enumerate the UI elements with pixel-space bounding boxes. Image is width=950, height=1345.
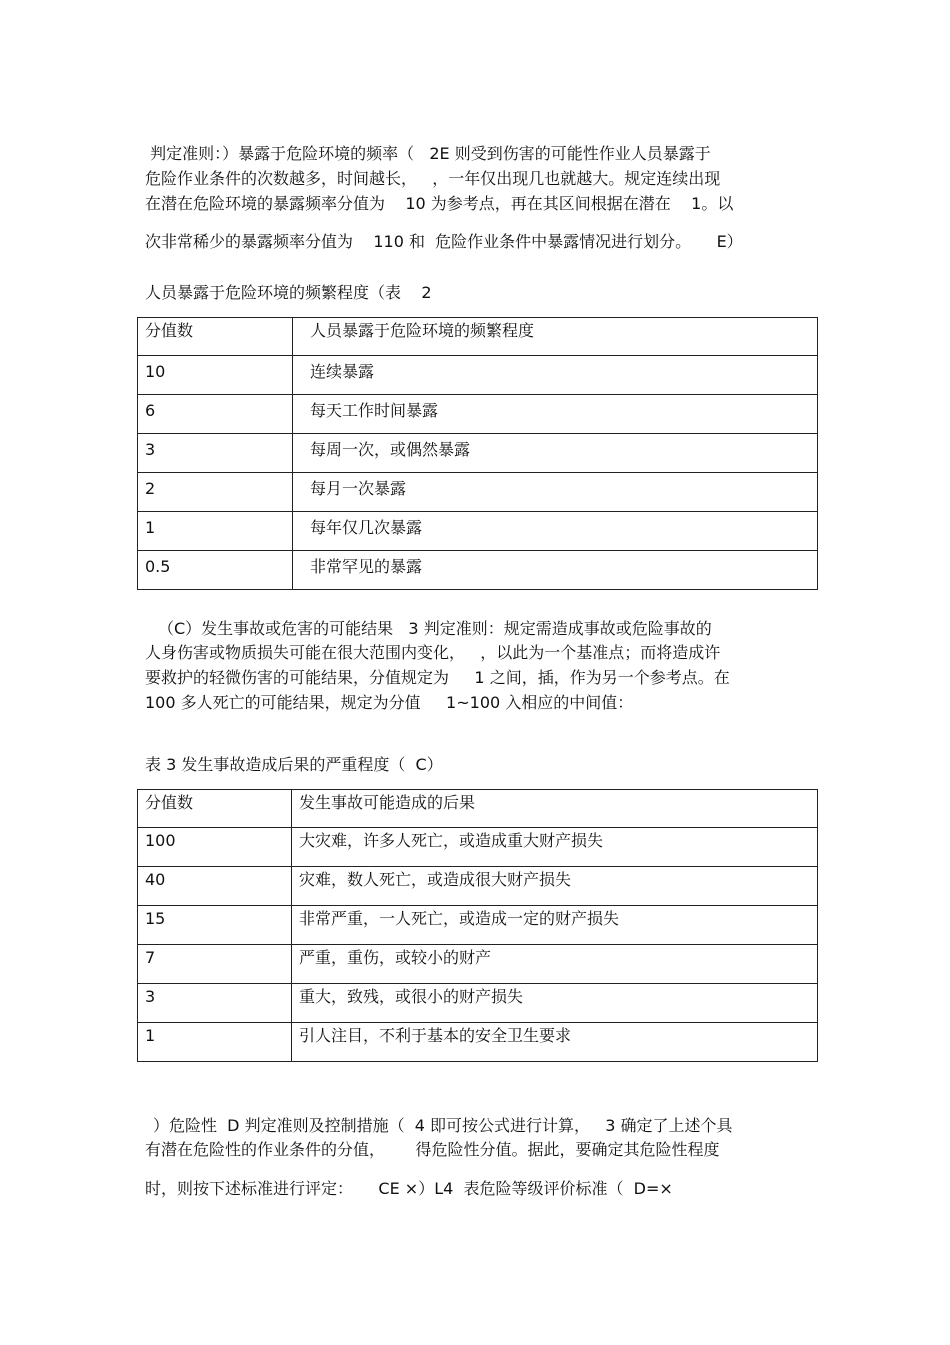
paragraph1-line: 在潜在危险环境的暴露频率分值为 10 为参考点，再在其区间根据在潜在 1。以 bbox=[145, 194, 734, 213]
description-cell: 连续暴露 bbox=[293, 356, 818, 395]
table-row bbox=[138, 828, 818, 867]
table-row bbox=[138, 356, 818, 395]
header-cell-score: 分值数 bbox=[138, 318, 293, 356]
description-cell: 大灾难，许多人死亡，或造成重大财产损失 bbox=[292, 828, 818, 867]
score-cell: 2 bbox=[138, 473, 293, 512]
score-cell: 7 bbox=[138, 945, 292, 984]
description-cell: 每月一次暴露 bbox=[293, 473, 818, 512]
score-cell: 10 bbox=[138, 356, 293, 395]
table-row bbox=[138, 984, 818, 1023]
description-cell: 重大，致残，或很小的财产损失 bbox=[292, 984, 818, 1023]
table2 bbox=[137, 317, 818, 590]
table-row bbox=[138, 395, 818, 434]
score-cell: 40 bbox=[138, 867, 292, 906]
description-cell: 每周一次，或偶然暴露 bbox=[293, 434, 818, 473]
paragraph2-line: （C）发生事故或危害的可能结果 3 判定准则：规定需造成事故或危险事故的 bbox=[158, 619, 712, 638]
table-row bbox=[138, 867, 818, 906]
score-cell: 1 bbox=[138, 512, 293, 551]
header-cell-frequency: 人员暴露于危险环境的频繁程度 bbox=[293, 318, 818, 356]
paragraph1-line: 次非常稀少的暴露频率分值为 110 和 危险作业条件中暴露情况进行划分。 E） bbox=[145, 232, 743, 251]
table3-caption: 表 3 发生事故造成后果的严重程度（ C） bbox=[145, 755, 443, 774]
paragraph2-line: 人身伤害或物质损失可能在很大范围内变化， ，以此为一个基准点；而将造成许 bbox=[145, 643, 721, 662]
table-row bbox=[138, 473, 818, 512]
score-cell: 3 bbox=[138, 434, 293, 473]
score-cell: 6 bbox=[138, 395, 293, 434]
description-cell: 灾难，数人死亡，或造成很大财产损失 bbox=[292, 867, 818, 906]
table2-caption: 人员暴露于危险环境的频繁程度（表 2 bbox=[145, 283, 432, 302]
header-cell-score: 分值数 bbox=[138, 790, 292, 828]
description-cell: 每天工作时间暴露 bbox=[293, 395, 818, 434]
paragraph1-line: 危险作业条件的次数越多，时间越长， ，一年仅出现几也就越大。规定连续出现 bbox=[145, 169, 721, 188]
table-row bbox=[138, 434, 818, 473]
description-cell: 严重，重伤，或较小的财产 bbox=[292, 945, 818, 984]
table-header-row bbox=[138, 318, 818, 356]
score-cell: 100 bbox=[138, 828, 292, 867]
table-header-row bbox=[138, 790, 818, 828]
paragraph1-line: 判定准则：）暴露于危险环境的频率（ 2E 则受到伤害的可能性作业人员暴露于 bbox=[145, 144, 711, 163]
score-cell: 0.5 bbox=[138, 551, 293, 590]
table-row bbox=[138, 945, 818, 984]
score-cell: 1 bbox=[138, 1023, 292, 1062]
description-cell: 引人注目，不利于基本的安全卫生要求 bbox=[292, 1023, 818, 1062]
header-cell-consequence: 发生事故可能造成的后果 bbox=[292, 790, 818, 828]
table3 bbox=[137, 789, 818, 1062]
paragraph3-line: 时，则按下述标准进行评定： CE ×）L4 表危险等级评价标准（ D=× bbox=[145, 1179, 673, 1198]
score-cell: 15 bbox=[138, 906, 292, 945]
table-row bbox=[138, 1023, 818, 1062]
description-cell: 非常罕见的暴露 bbox=[293, 551, 818, 590]
paragraph3-line: ）危险性 D 判定准则及控制措施（ 4 即可按公式进行计算， 3 确定了上述个具 bbox=[153, 1116, 733, 1135]
table-row bbox=[138, 512, 818, 551]
score-cell: 3 bbox=[138, 984, 292, 1023]
paragraph2-line: 100 多人死亡的可能结果，规定为分值 1~100 入相应的中间值： bbox=[145, 693, 634, 712]
description-cell: 非常严重，一人死亡，或造成一定的财产损失 bbox=[292, 906, 818, 945]
paragraph2-line: 要救护的轻微伤害的可能结果，分值规定为 1 之间，插，作为另一个参考点。在 bbox=[145, 668, 730, 687]
table-row bbox=[138, 551, 818, 590]
paragraph3-line: 有潜在危险性的作业条件的分值， 得危险性分值。据此，要确定其危险性程度 bbox=[145, 1140, 720, 1159]
table-row bbox=[138, 906, 818, 945]
description-cell: 每年仅几次暴露 bbox=[293, 512, 818, 551]
